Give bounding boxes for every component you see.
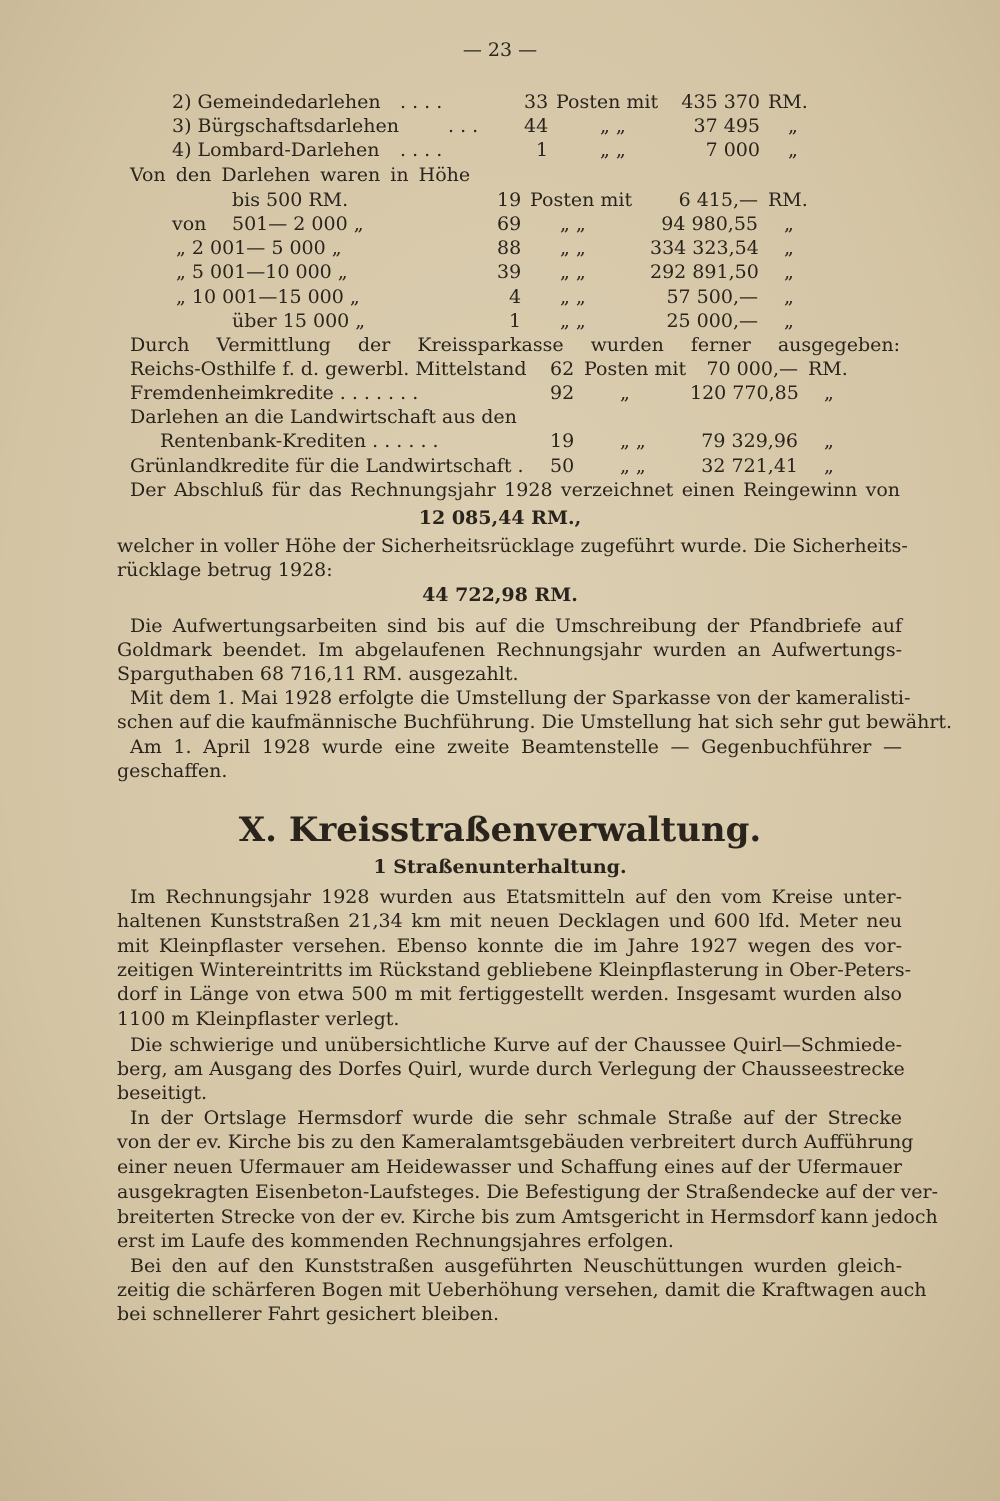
text-line: Die Aufwertungsarbeiten sind bis auf die Umschreibung der Pfandbriefe auf xyxy=(130,615,902,637)
row-label: 4) Lombard-Darlehen xyxy=(172,139,380,161)
row-unit: RM. xyxy=(768,189,808,211)
row-word: Posten mit xyxy=(556,91,659,113)
section-heading: X. Kreisstraßenverwaltung. xyxy=(238,810,762,850)
row-range: „ 5 001—10 000 „ xyxy=(176,261,348,283)
row-unit: RM. xyxy=(808,358,848,380)
row-amount: 32 721,41 xyxy=(701,455,798,477)
row-amount: 37 495 xyxy=(693,115,760,137)
row-label: 2) Gemeindedarlehen xyxy=(172,91,381,113)
text-line: In der Ortslage Hermsdorf wurde die sehr schmale Straße auf der Strecke xyxy=(130,1107,902,1129)
row-count: 88 xyxy=(497,237,522,259)
row-range: „ 2 001— 5 000 „ xyxy=(176,237,342,259)
row-word: „ „ xyxy=(560,237,586,259)
row-count: 19 xyxy=(550,430,575,452)
page-number: — 23 — xyxy=(462,39,538,61)
row-label: Darlehen an die Landwirtschaft aus den xyxy=(130,406,517,428)
text-line: Die schwierige und unübersichtliche Kurve auf der Chaussee Quirl—Schmiede- xyxy=(130,1034,902,1056)
row-unit: „ xyxy=(788,139,798,161)
subsection-heading: 1 Straßenunterhaltung. xyxy=(373,856,627,878)
row-unit: RM. xyxy=(768,91,808,113)
text-line: bei schnellerer Fahrt gesichert bleiben. xyxy=(117,1303,500,1325)
text-line: von der ev. Kirche bis zu den Kameralamtsgebäuden verbreitert durch Aufführung xyxy=(117,1131,914,1153)
reserve-amount: 44 722,98 RM. xyxy=(422,584,578,606)
row-count: 39 xyxy=(497,261,522,283)
text-line: Der Abschluß für das Rechnungsjahr 1928 verzeichnet einen Reingewinn von xyxy=(130,479,900,501)
row-count: 1 xyxy=(509,310,522,332)
row-range: 501— 2 000 „ xyxy=(232,213,364,235)
row-word: „ „ xyxy=(600,115,626,137)
row-amount: 70 000,— xyxy=(706,358,798,380)
row-count: 69 xyxy=(497,213,522,235)
row-word: „ „ xyxy=(620,430,646,452)
row-word: Posten mit xyxy=(530,189,633,211)
row-unit: „ xyxy=(824,382,834,404)
row-dots: . . . xyxy=(448,115,479,137)
row-word: „ xyxy=(620,382,630,404)
profit-amount: 12 085,44 RM., xyxy=(418,507,582,529)
text-line: 1100 m Kleinpflaster verlegt. xyxy=(117,1008,400,1030)
row-amount: 25 000,— xyxy=(666,310,758,332)
row-word: „ „ xyxy=(560,310,586,332)
row-amount: 120 770,85 xyxy=(690,382,799,404)
row-amount: 94 980,55 xyxy=(661,213,758,235)
row-dots: . . . . xyxy=(400,139,443,161)
row-amount: 57 500,— xyxy=(666,286,758,308)
text-line: mit Kleinpflaster versehen. Ebenso konnte die im Jahre 1927 wegen des vor- xyxy=(117,935,902,957)
text-line: berg, am Ausgang des Dorfes Quirl, wurde durch Verlegung der Chausseestrecke xyxy=(117,1058,905,1080)
row-count: 44 xyxy=(524,115,549,137)
row-amount: 79 329,96 xyxy=(701,430,798,452)
row-unit: „ xyxy=(784,286,794,308)
text-line: dorf in Länge von etwa 500 m mit fertiggestellt werden. Insgesamt wurden also xyxy=(117,983,902,1005)
text-line: Mit dem 1. Mai 1928 erfolgte die Umstellung der Sparkasse von der kameralisti- xyxy=(130,687,911,709)
row-dots: . . . . xyxy=(400,91,443,113)
row-label: 3) Bürgschaftsdarlehen xyxy=(172,115,399,137)
row-word: „ „ xyxy=(560,213,586,235)
text-line: zeitigen Wintereintritts im Rückstand gebliebene Kleinpflasterung in Ober-Peters- xyxy=(117,959,912,981)
row-unit: „ xyxy=(824,430,834,452)
row-amount: 7 000 xyxy=(705,139,760,161)
row-count: 1 xyxy=(536,139,549,161)
row-label: Reichs-Osthilfe f. d. gewerbl. Mittelstand xyxy=(130,358,527,380)
row-prefix: von xyxy=(172,213,207,235)
row-amount: 435 370 xyxy=(681,91,760,113)
text-line: breiterten Strecke von der ev. Kirche bis zum Amtsgericht in Hermsdorf kann jedoch xyxy=(117,1206,938,1228)
row-label: Grünlandkredite für die Landwirtschaft . xyxy=(130,455,524,477)
row-amount: 334 323,54 xyxy=(650,237,759,259)
row-word: Posten mit xyxy=(584,358,687,380)
row-count: 62 xyxy=(550,358,575,380)
row-count: 4 xyxy=(509,286,522,308)
text-line: erst im Laufe des kommenden Rechnungsjahres erfolgen. xyxy=(117,1230,674,1252)
text-line: Goldmark beendet. Im abgelaufenen Rechnungsjahr wurden an Aufwertungs- xyxy=(117,639,902,661)
row-amount: 6 415,— xyxy=(678,189,758,211)
row-label: Fremdenheimkredite . . . . . . . xyxy=(130,382,419,404)
row-word: „ „ xyxy=(560,286,586,308)
row-unit: „ xyxy=(824,455,834,477)
text-line: Am 1. April 1928 wurde eine zweite Beamtenstelle — Gegenbuchführer — xyxy=(130,736,902,758)
text-line: Im Rechnungsjahr 1928 wurden aus Etatsmitteln auf den vom Kreise unter- xyxy=(130,886,902,908)
text-line: welcher in voller Höhe der Sicherheitsrücklage zugeführt wurde. Die Sicherheits- xyxy=(117,535,908,557)
row-unit: „ xyxy=(788,115,798,137)
row-unit: „ xyxy=(784,213,794,235)
row-count: 33 xyxy=(524,91,549,113)
text-line: einer neuen Ufermauer am Heidewasser und Schaffung eines auf der Ufermauer xyxy=(117,1156,902,1178)
row-count: 92 xyxy=(550,382,575,404)
text-line: Bei den auf den Kunststraßen ausgeführten Neuschüttungen wurden gleich- xyxy=(130,1255,902,1277)
row-word: „ „ xyxy=(600,139,626,161)
row-unit: „ xyxy=(784,310,794,332)
row-range: über 15 000 „ xyxy=(232,310,366,332)
row-range: bis 500 RM. xyxy=(232,189,349,211)
text-line: Sparguthaben 68 716,11 RM. ausgezahlt. xyxy=(117,663,519,685)
row-unit: „ xyxy=(784,237,794,259)
row-count: 19 xyxy=(497,189,522,211)
row-range: „ 10 001—15 000 „ xyxy=(176,286,360,308)
row-count: 50 xyxy=(550,455,575,477)
row-unit: „ xyxy=(784,261,794,283)
text-line: geschaffen. xyxy=(117,760,228,782)
row-word: „ „ xyxy=(560,261,586,283)
row-word: „ „ xyxy=(620,455,646,477)
text-line: ausgekragten Eisenbeton-Laufsteges. Die Befestigung der Straßendecke auf der ver- xyxy=(117,1181,938,1203)
row-amount: 292 891,50 xyxy=(650,261,759,283)
height-intro: Von den Darlehen waren in Höhe xyxy=(130,164,471,186)
text-line: rücklage betrug 1928: xyxy=(117,559,333,581)
text-line: zeitig die schärferen Bogen mit Ueberhöhung versehen, damit die Kraftwagen auch xyxy=(117,1279,927,1301)
text-line: haltenen Kunststraßen 21,34 km mit neuen Decklagen und 600 lfd. Meter neu xyxy=(117,910,902,932)
row-label: Rentenbank-Krediten . . . . . . xyxy=(160,430,439,452)
text-line: beseitigt. xyxy=(117,1082,208,1104)
text-line: schen auf die kaufmännische Buchführung. Die Umstellung hat sich sehr gut bewährt. xyxy=(117,711,953,733)
mediation-intro: Durch Vermittlung der Kreissparkasse wurden ferner ausgegeben: xyxy=(130,334,900,356)
